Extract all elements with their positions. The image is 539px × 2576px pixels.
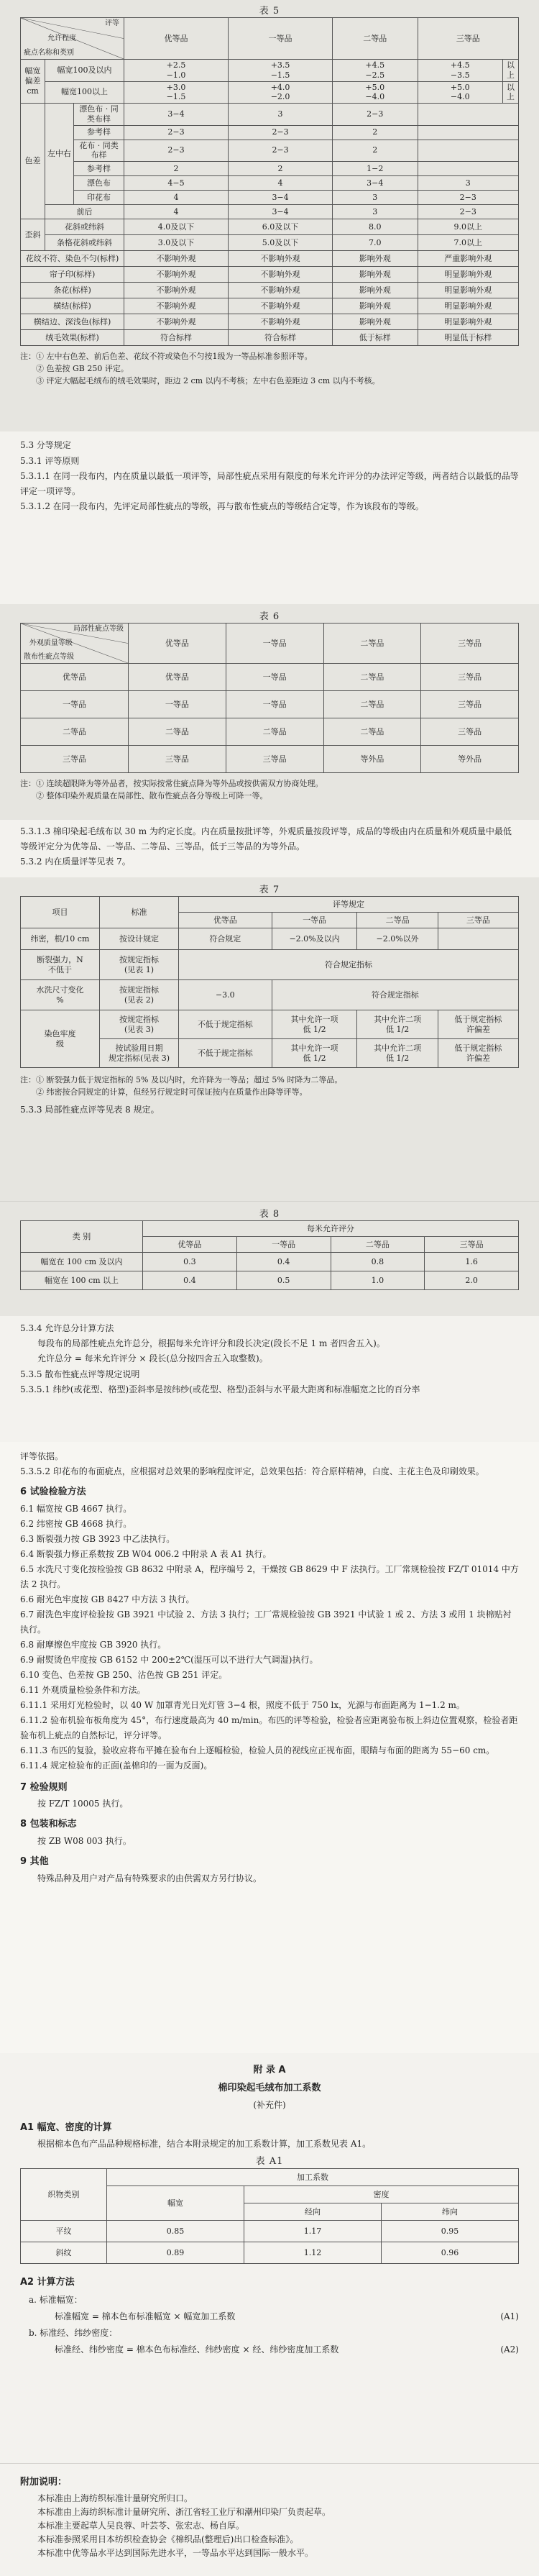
sec-6-title: 6 试验检验方法 xyxy=(20,1486,86,1497)
dyed-label: 漂色布 xyxy=(79,104,103,114)
sec-6-3: 6.3 断裂强力按 GB 3923 中乙法执行。 xyxy=(20,1533,175,1544)
sec-5-3-4-title: 5.3.4 允许总分计算方法 xyxy=(20,1323,114,1333)
table5-r1-v2: 2−3 xyxy=(333,104,418,126)
table5-r14-v2: 影响外观 xyxy=(333,314,418,330)
table-a1-hdr-coef: 加工系数 xyxy=(107,2169,519,2186)
table7-density-label: 纬密，根/10 cm xyxy=(21,928,100,950)
table-a1-r1-w: 0.89 xyxy=(107,2242,244,2264)
sec-5-3-4-p1: 每段布的局部性疵点允许总分，根据每米允许评分和段长决定(段长不足 1 m 者四舍五入)。 xyxy=(37,1338,385,1349)
table7-fast2-v2: 其中允许二项 低 1/2 xyxy=(357,1039,438,1068)
table6-r1-c0: 一等品 xyxy=(21,691,129,718)
table6-col-1: 一等品 xyxy=(226,624,323,664)
table5-r15-v3: 明显低于标样 xyxy=(418,330,518,346)
formula-a1-text: 标准幅宽 = 棉本色布标准幅宽 × 幅宽加工系数 xyxy=(55,2311,236,2322)
table6-r1-c3: 二等品 xyxy=(323,691,421,718)
table5-r5-v3: 3 xyxy=(418,176,518,191)
table6-col-3: 三等品 xyxy=(421,624,519,664)
table7-caption: 表 7 xyxy=(259,885,280,895)
table5-note-1: 注：① 左中右色差、前后色差、花纹不符或染色不匀按1级为一等品标准参照评等。 xyxy=(20,352,313,361)
table5-r5-v0: 4−5 xyxy=(124,176,229,191)
table5-r1-sub: 漂色布 · 同类布样 xyxy=(74,104,124,126)
table5-r12-v0: 不影响外观 xyxy=(124,283,229,298)
table5-note-2: ② 色差按 GB 250 评定。 xyxy=(36,364,129,374)
appendix-note: (补充件) xyxy=(253,2100,286,2111)
table7-strength-std: 按规定指标 (见表 1) xyxy=(100,950,179,980)
table5-w1-extra: 以上 xyxy=(503,60,519,82)
appendix-title: 附 录 A xyxy=(253,2065,286,2075)
table7-note-1: 注：① 断裂强力低于规定指标的 5% 及以内时，允许降为一等品；超过 5% 时降为二等品。 xyxy=(20,1075,343,1084)
table-a1 xyxy=(20,2168,519,2264)
table7-fast-v2-0: 不低于规定指标 xyxy=(179,1010,272,1039)
table6-r3-c4: 等外品 xyxy=(421,746,519,773)
table7-strength-label: 断裂强力，N 不低于 xyxy=(21,950,100,980)
table5-w2-label: 幅宽100以上 xyxy=(45,81,124,104)
r3-sub: 同类布样 xyxy=(91,140,119,160)
table8-hdr-cat: 类 别 xyxy=(21,1221,143,1253)
table5-r4-v2: 1−2 xyxy=(333,162,418,176)
table-a1-hdr-kind: 织物类别 xyxy=(21,2169,107,2221)
table5-r10-label: 花纹不符、染色不匀(标样) xyxy=(21,251,124,267)
table6-r3-c0: 三等品 xyxy=(21,746,129,773)
table6-r0-c2: 一等品 xyxy=(226,664,323,691)
table5-r11-v2: 影响外观 xyxy=(333,267,418,283)
table7-fast2-v0: 不低于规定指标 xyxy=(179,1039,272,1068)
table6-note-1: 注：① 连续超限降为等外品者，按实际按常住疵点降为等外品或按供需双方协商处理。 xyxy=(20,779,323,788)
table6-hdr-b: 外观质量等级 xyxy=(29,639,73,647)
sec-5-3-4-p2: 允许总分 = 每米允许评分 × 段长(总分按四舍五入取整数)。 xyxy=(37,1353,268,1364)
table5-hdr-defect: 疵点名称和类别 xyxy=(24,48,74,57)
table-a1-hdr-density: 密度 xyxy=(244,2186,519,2203)
table5-r13-v3: 明显影响外观 xyxy=(418,298,518,314)
table5-w2-extra: 以上 xyxy=(503,81,519,104)
sec-5-3-2: 5.3.2 内在质量评等见表 7。 xyxy=(20,857,131,867)
table8-r1-v3: 2.0 xyxy=(425,1271,519,1290)
sec-6-11-3: 6.11.3 布匹的复验，验收应将布平摊在验布台上逐幅检验，检验人员的视线应正视布面，眼睛与布面的距离为 55−60 cm。 xyxy=(20,1745,495,1755)
table8-r0-v2: 0.8 xyxy=(331,1253,425,1271)
table5-r6-v0: 4 xyxy=(124,191,229,205)
table5-cat-skew: 歪斜 xyxy=(21,219,45,251)
table8-r0-v1: 0.4 xyxy=(236,1253,331,1271)
table5-r3-v3 xyxy=(418,140,518,162)
table5-caption: 表 5 xyxy=(259,6,280,17)
table7-note-2: ② 纬密按合同规定的计算，但经另行规定时可保证按内在质量作出降等评等。 xyxy=(36,1087,308,1097)
table8-col-1: 一等品 xyxy=(236,1237,331,1253)
table5-r4-v0: 2 xyxy=(124,162,229,176)
table5-w2-v2: +5.0 −4.0 xyxy=(333,81,418,104)
sec-6-10: 6.10 变色、色差按 GB 250、沾色按 GB 251 评定。 xyxy=(20,1669,228,1680)
sec-6-11-4: 6.11.4 规定检验布的正面(盖棉印的一面为反面)。 xyxy=(20,1760,213,1771)
appendix-a2-a: a. 标准幅宽： xyxy=(29,2294,83,2305)
table8-col-0: 优等品 xyxy=(143,1237,237,1253)
table5-r8-v3: 9.0以上 xyxy=(418,219,518,235)
r1-sub: 同类布样 xyxy=(87,104,119,124)
sec-5-3-1-title: 5.3.1 评等原则 xyxy=(20,456,80,467)
table5-r6-sub: 印花布 xyxy=(74,191,124,205)
table6-caption: 表 6 xyxy=(259,611,280,622)
sec-5-3-3: 5.3.3 局部性疵点评等见表 8 规定。 xyxy=(20,1105,160,1115)
table5-r11-v0: 不影响外观 xyxy=(124,267,229,283)
table6-corner-header xyxy=(21,624,129,664)
table5-w1-label: 幅宽100及以内 xyxy=(45,60,124,82)
sec-6-4: 6.4 断裂强力修正系数按 ZB W04 006.2 中附录 A 表 A1 执行。 xyxy=(20,1548,272,1559)
table6-r2-c4: 三等品 xyxy=(421,718,519,746)
table5-r13-v0: 不影响外观 xyxy=(124,298,229,314)
sec-6-2: 6.2 纬密按 GB 4668 执行。 xyxy=(20,1518,132,1529)
table7-fast-std2: 按试验用日期 规定指标(见表 3) xyxy=(100,1039,179,1068)
formula-a2-number: (A2) xyxy=(500,2344,519,2355)
table5-r7-v0: 4 xyxy=(124,205,229,219)
appendix-a1-body: 根据棉本色布产品品种规格标准，结合本附录规定的加工系数计算，加工系数见表 A1。 xyxy=(37,2139,372,2150)
table5-r12-label: 条花(标样) xyxy=(21,283,124,298)
main-body xyxy=(0,1442,539,2053)
table8-caption: 表 8 xyxy=(259,1209,280,1220)
addl-line-5: 本标准中优等品水平达到国际先进水平，一等品水平达到国际一般水平。 xyxy=(37,2548,314,2559)
table5-r12-v3: 明显影响外观 xyxy=(418,283,518,298)
table5-r4-v3 xyxy=(418,162,518,176)
table5-r4-v1: 2 xyxy=(229,162,333,176)
table5-col-3: 三等品 xyxy=(418,18,518,60)
cat-width-label: 幅宽偏差 xyxy=(24,66,41,86)
table6-r1-c1: 一等品 xyxy=(129,691,226,718)
sec-8-title: 8 包装和标志 xyxy=(20,1819,77,1830)
table-a1-r1-weft: 0.96 xyxy=(382,2242,519,2264)
sec-6-8: 6.8 耐摩擦色牢度按 GB 3920 执行。 xyxy=(20,1639,167,1650)
sec-6-7: 6.7 耐洗色牢度评检验按 GB 3921 中试验 2、方法 3 执行；工厂常规检验按 GB 3921 中试验 1 或 2、方法 3 或用 1 块棉贴衬执行。 xyxy=(20,1609,512,1635)
table5-cat-width xyxy=(21,60,45,104)
table6-notes xyxy=(20,777,519,802)
table5-r5-v2: 3−4 xyxy=(333,176,418,191)
table6-section xyxy=(0,604,539,820)
table5-r2-v2: 2 xyxy=(333,125,418,140)
sec-9-title: 9 其他 xyxy=(20,1856,49,1868)
table8-col-3: 三等品 xyxy=(425,1237,519,1253)
table5-r15-label: 绒毛效果(标样) xyxy=(21,330,124,346)
table8-r1-v0: 0.4 xyxy=(143,1271,237,1290)
table5-r9-v0: 3.0及以下 xyxy=(124,235,229,251)
table6-r2-c0: 二等品 xyxy=(21,718,129,746)
table5-r1-v3 xyxy=(418,104,518,126)
table8-r0-label: 幅宽在 100 cm 及以内 xyxy=(21,1253,143,1271)
table5-r12-v2: 影响外观 xyxy=(333,283,418,298)
table5-r8-v1: 6.0及以下 xyxy=(229,219,333,235)
table5-r2-v0: 2−3 xyxy=(124,125,229,140)
table5-r13-label: 横结(标样) xyxy=(21,298,124,314)
table5-r4-sub: 参考样 xyxy=(74,162,124,176)
table5-r9-v1: 5.0及以下 xyxy=(229,235,333,251)
table7-fast-std1: 按规定指标 (见表 3) xyxy=(100,1010,179,1039)
table7-col-0: 优等品 xyxy=(179,913,272,928)
table7-fast-v2: 其中允许二项 低 1/2 xyxy=(357,1010,438,1039)
table7-density-v0: 符合规定 xyxy=(179,928,272,950)
table5-col-0: 优等品 xyxy=(124,18,229,60)
table5-r3-v1: 2−3 xyxy=(229,140,333,162)
sec-6-1: 6.1 幅宽按 GB 4667 执行。 xyxy=(20,1503,132,1514)
table6-hdr-c: 散布性疵点等级 xyxy=(24,652,74,661)
table5-r3-sub: 花布 · 同类布样 xyxy=(74,140,124,162)
table5-cat-color: 色差 xyxy=(21,104,45,219)
table8-r1-v2: 1.0 xyxy=(331,1271,425,1290)
table5-w1-v3: +4.5 −3.5 xyxy=(418,60,502,82)
sec-7-title: 7 检验规则 xyxy=(20,1781,68,1793)
table8-r1-v1: 0.5 xyxy=(236,1271,331,1290)
table5-w1-v1: +3.5 −1.5 xyxy=(229,60,333,82)
table6-r0-c1: 优等品 xyxy=(129,664,226,691)
table5-r15-v1: 符合标样 xyxy=(229,330,333,346)
table6-r0-c0: 优等品 xyxy=(21,664,129,691)
sec-5-3-5-2: 5.3.5.2 印花布的布面疵点，应根据对总效果的影响程度评定，总效果包括：符合原样精神，白度、主花主色及印刷效果。 xyxy=(20,1466,484,1476)
formula-a1 xyxy=(20,2308,519,2325)
table6-hdr-a: 局部性疵点等级 xyxy=(73,625,124,633)
table7-col-2: 二等品 xyxy=(357,913,438,928)
table6-r3-c3: 等外品 xyxy=(323,746,421,773)
sec-6-11-2: 6.11.2 验布机验布板角度为 45°，布行速度最高为 40 m/min。布匹的评等检验，检验者应距离验布板上斜边位置观察，检验者距验布机上疵点的自然标记，评分评等。 xyxy=(20,1714,518,1740)
sec-5-3-1-1: 5.3.1.1 在同一段布内，内在质量以最低一项评等，局部性疵点采用有限度的每米允许评分的办法评定等级，两者结合以最低的品等评定一项评等。 xyxy=(20,471,519,497)
table6-r0-c4: 三等品 xyxy=(421,664,519,691)
section-5-3-2 xyxy=(0,820,539,877)
sec-6-11: 6.11 外观质量检验条件和方法。 xyxy=(20,1684,146,1695)
table-a1-caption: 表 A1 xyxy=(255,2156,284,2168)
formula-a1-number: (A1) xyxy=(500,2311,519,2322)
table-a1-r0-w: 0.85 xyxy=(107,2221,244,2242)
table7-fast-v3: 低于规定指标 许偏差 xyxy=(438,1010,518,1039)
table6-col-0: 优等品 xyxy=(129,624,226,664)
sec-6-9: 6.9 耐熨烫色牢度按 GB 6152 中 200±2℃(湿压可以不进行大气调湿)执行。 xyxy=(20,1654,318,1665)
table6-r0-c3: 二等品 xyxy=(323,664,421,691)
table5-hdr-tolerance: 允许程度 xyxy=(47,34,77,42)
table5-corner-header xyxy=(21,18,124,60)
sec-5-3-1-3: 5.3.1.3 棉印染起毛绒布以 30 m 为约定长度。内在质量按批评等，外观质量按段评等，成品的等级由内在质量和外观质量中最低等级评定分为优等品、一等品、二等品、三等品，低于三等品的为等外品。 xyxy=(20,826,512,851)
table7-col-1: 一等品 xyxy=(272,913,357,928)
table5-r14-v3: 明显影响外观 xyxy=(418,314,518,330)
sec-6-5: 6.5 水洗尺寸变化按检验按 GB 8632 中附录 A，程序编号 2，干燥按 GB 8629 中 F 法执行。工厂常规检验按 FZ/T 01014 中方法 2 执行。 xyxy=(20,1563,519,1589)
addl-title: 附加说明： xyxy=(20,2477,68,2488)
table7-density-std: 按设计规定 xyxy=(100,928,179,950)
table-a1-r1-warp: 1.12 xyxy=(244,2242,382,2264)
table5-r9-v3: 7.0以上 xyxy=(418,235,518,251)
table5 xyxy=(20,17,519,346)
table7 xyxy=(20,896,519,1068)
table6-r2-c1: 二等品 xyxy=(129,718,226,746)
body-top: 评等依据。 xyxy=(20,1451,64,1461)
sec-5-3-title: 5.3 分等规定 xyxy=(20,440,71,450)
table7-strength-merged: 符合规定指标 xyxy=(179,950,519,980)
table5-r12-v1: 不影响外观 xyxy=(229,283,333,298)
table6-r3-c2: 三等品 xyxy=(226,746,323,773)
printed-label: 花布 xyxy=(79,140,96,150)
sec-9-body: 特殊品种及用户对产品有特殊要求的由供需双方另行协议。 xyxy=(37,1873,262,1883)
sec-6-11-1: 6.11.1 采用灯光检验时，以 40 W 加罩青光日光灯管 3−4 根，照度不低于 750 lx，光源与布面距离为 1−1.2 m。 xyxy=(20,1699,465,1710)
table5-hdr-grade: 评等 xyxy=(105,19,119,27)
sec-5-3-1-2: 5.3.1.2 在同一段布内，先评定局部性疵点的等级，再与散布性疵点的等级结合定等，作为该段布的等级。 xyxy=(20,501,424,512)
table5-r6-v1: 3−4 xyxy=(229,191,333,205)
table6-r3-c1: 三等品 xyxy=(129,746,226,773)
table5-r9-v2: 7.0 xyxy=(333,235,418,251)
appendix-a2-b: b. 标准经、纬纱密度： xyxy=(29,2328,118,2339)
sec-7-body: 按 FZ/T 10005 执行。 xyxy=(37,1799,129,1809)
table8-r0-v3: 1.6 xyxy=(425,1253,519,1271)
table-a1-hdr-width: 幅宽 xyxy=(107,2186,244,2221)
sec-8-body: 按 ZB W08 003 执行。 xyxy=(37,1836,132,1847)
formula-a2-text: 标准经、纬纱密度 = 棉本色布标准经、纬纱密度 × 经、纬纱密度加工系数 xyxy=(55,2344,339,2355)
table7-hdr-item: 项目 xyxy=(21,897,100,928)
table7-hdr-rule: 评等规定 xyxy=(179,897,519,913)
table6-r2-c2: 二等品 xyxy=(226,718,323,746)
section-5-3 xyxy=(0,431,539,604)
table5-col-1: 一等品 xyxy=(229,18,333,60)
table6-r2-c3: 二等品 xyxy=(323,718,421,746)
additional-notes xyxy=(0,2463,539,2576)
table5-r11-v1: 不影响外观 xyxy=(229,267,333,283)
table7-density-v1: −2.0%及以内 xyxy=(272,928,357,950)
table5-r6-v2: 3 xyxy=(333,191,418,205)
table5-r3-v0: 2−3 xyxy=(124,140,229,162)
addl-line-4: 本标准参照采用日本纺织检查协会《棉织品(整理后)出口检查标准》。 xyxy=(37,2534,299,2545)
table5-r7-v1: 3−4 xyxy=(229,205,333,219)
table5-r15-v0: 符合标样 xyxy=(124,330,229,346)
table-a1-r0-warp: 1.17 xyxy=(244,2221,382,2242)
table5-r5-sub: 漂色布 xyxy=(74,176,124,191)
section-5-3-4 xyxy=(0,1316,539,1442)
table6-note-2: ② 整体印染外观质量在局部性、散布性疵点各分等级上可降一等。 xyxy=(36,791,268,801)
table6-r1-c2: 一等品 xyxy=(226,691,323,718)
table5-w1-v0: +2.5 −1.0 xyxy=(124,60,229,82)
table5-r1-v1: 3 xyxy=(229,104,333,126)
addl-line-3: 本标准主要起草人吴良蓉、叶芸苓、张宏志、杨自厚。 xyxy=(37,2521,245,2531)
table6 xyxy=(20,623,519,773)
table5-r10-v3: 严重影响外观 xyxy=(418,251,518,267)
sec-6-6: 6.6 耐光色牢度按 GB 8427 中方法 3 执行。 xyxy=(20,1594,195,1604)
table5-col-2: 二等品 xyxy=(333,18,418,60)
table5-r10-v0: 不影响外观 xyxy=(124,251,229,267)
cat-width-unit: cm xyxy=(27,86,39,96)
table8-r0-v0: 0.3 xyxy=(143,1253,237,1271)
appendix-subtitle: 棉印染起毛绒布加工系数 xyxy=(218,2082,321,2093)
table5-r14-label: 横结边、深浅色(标样) xyxy=(21,314,124,330)
table5-w2-v0: +3.0 −1.5 xyxy=(124,81,229,104)
table5-r7-v3: 2−3 xyxy=(418,205,518,219)
table5-r6-v3: 2−3 xyxy=(418,191,518,205)
table5-notes xyxy=(20,350,519,387)
table7-shrink-label: 水洗尺寸变化 % xyxy=(21,980,100,1010)
table5-r3-v2: 2 xyxy=(333,140,418,162)
table7-col-3: 三等品 xyxy=(438,913,518,928)
table8-hdr-score: 每米允许评分 xyxy=(143,1221,519,1237)
sec-5-3-5-1: 5.3.5.1 纬纱(或花型、格型)歪斜率是按纬纱(或花型、格型)歪斜与水平最大距离和标准幅宽之比的百分率 xyxy=(20,1384,420,1395)
table5-r14-v1: 不影响外观 xyxy=(229,314,333,330)
table-a1-r0-kind: 平纹 xyxy=(21,2221,107,2242)
table5-r11-label: 帘子印(标样) xyxy=(21,267,124,283)
table7-hdr-std: 标准 xyxy=(100,897,179,928)
table5-r13-v1: 不影响外观 xyxy=(229,298,333,314)
table5-r10-v1: 不影响外观 xyxy=(229,251,333,267)
table7-notes xyxy=(20,1074,519,1098)
table7-density-v3 xyxy=(438,928,518,950)
table5-r15-v2: 低于标样 xyxy=(333,330,418,346)
table7-fast-label: 染色牢度 级 xyxy=(21,1010,100,1068)
table5-w1-v2: +4.5 −2.5 xyxy=(333,60,418,82)
table8 xyxy=(20,1220,519,1290)
table5-note-3: ③ 评定大幅起毛绒布的绒毛效果时，距边 2 cm 以内不考核；左中右色差距边 3 cm 以内不考核。 xyxy=(36,376,380,386)
table5-r9-label: 条格花斜或纬斜 xyxy=(45,235,124,251)
table5-r13-v2: 影响外观 xyxy=(333,298,418,314)
table5-r2-v1: 2−3 xyxy=(229,125,333,140)
appendix-a xyxy=(0,2053,539,2463)
table5-side: 左中右 xyxy=(45,104,74,205)
table-a1-hdr-weft: 纬向 xyxy=(382,2203,519,2221)
sec-5-3-5-title: 5.3.5 散布性疵点评等规定说明 xyxy=(20,1369,140,1380)
table5-r11-v3: 明显影响外观 xyxy=(418,267,518,283)
table5-r10-v2: 影响外观 xyxy=(333,251,418,267)
table5-r14-v0: 不影响外观 xyxy=(124,314,229,330)
table7-density-v2: −2.0%以外 xyxy=(357,928,438,950)
table7-shrink-std: 按规定指标 (见表 2) xyxy=(100,980,179,1010)
table5-r1-v0: 3−4 xyxy=(124,104,229,126)
table5-r8-v2: 8.0 xyxy=(333,219,418,235)
appendix-a2-title: A2 计算方法 xyxy=(20,2277,75,2288)
appendix-a1-title: A1 幅宽、密度的计算 xyxy=(20,2121,112,2133)
table6-r1-c4: 三等品 xyxy=(421,691,519,718)
table8-col-2: 二等品 xyxy=(331,1237,425,1253)
table8-section xyxy=(0,1201,539,1316)
table5-r7-sub: 前后 xyxy=(45,205,124,219)
table5-r2-sub: 参考样 xyxy=(74,125,124,140)
table5-section xyxy=(0,0,539,431)
table-a1-r1-kind: 斜纹 xyxy=(21,2242,107,2264)
table7-fast2-v1: 其中允许一项 低 1/2 xyxy=(272,1039,357,1068)
table7-shrink-v0: −3.0 xyxy=(179,980,272,1010)
table5-r8-label: 花斜或纬斜 xyxy=(45,219,124,235)
table5-w2-v3: +5.0 −4.0 xyxy=(418,81,502,104)
addl-line-2: 本标准由上海纺织标准计量研究所、浙江省轻工业厅和潮州印染厂负责起草。 xyxy=(37,2506,331,2517)
table5-r7-v2: 3 xyxy=(333,205,418,219)
table5-r8-v0: 4.0及以下 xyxy=(124,219,229,235)
addl-line-1: 本标准由上海纺织标准计量研究所归口。 xyxy=(37,2493,193,2503)
table6-col-2: 二等品 xyxy=(323,624,421,664)
table5-w2-v1: +4.0 −2.0 xyxy=(229,81,333,104)
table7-shrink-merged: 符合规定指标 xyxy=(272,980,518,1010)
table5-r5-v1: 4 xyxy=(229,176,333,191)
table7-fast2-v3: 低于规定指标 许偏差 xyxy=(438,1039,518,1068)
table-a1-r0-weft: 0.95 xyxy=(382,2221,519,2242)
table5-r2-v3 xyxy=(418,125,518,140)
table7-section xyxy=(0,877,539,1201)
table-a1-hdr-warp: 经向 xyxy=(244,2203,382,2221)
table8-r1-label: 幅宽在 100 cm 以上 xyxy=(21,1271,143,1290)
table7-fast-v1: 其中允许一项 低 1/2 xyxy=(272,1010,357,1039)
formula-a2 xyxy=(20,2341,519,2358)
